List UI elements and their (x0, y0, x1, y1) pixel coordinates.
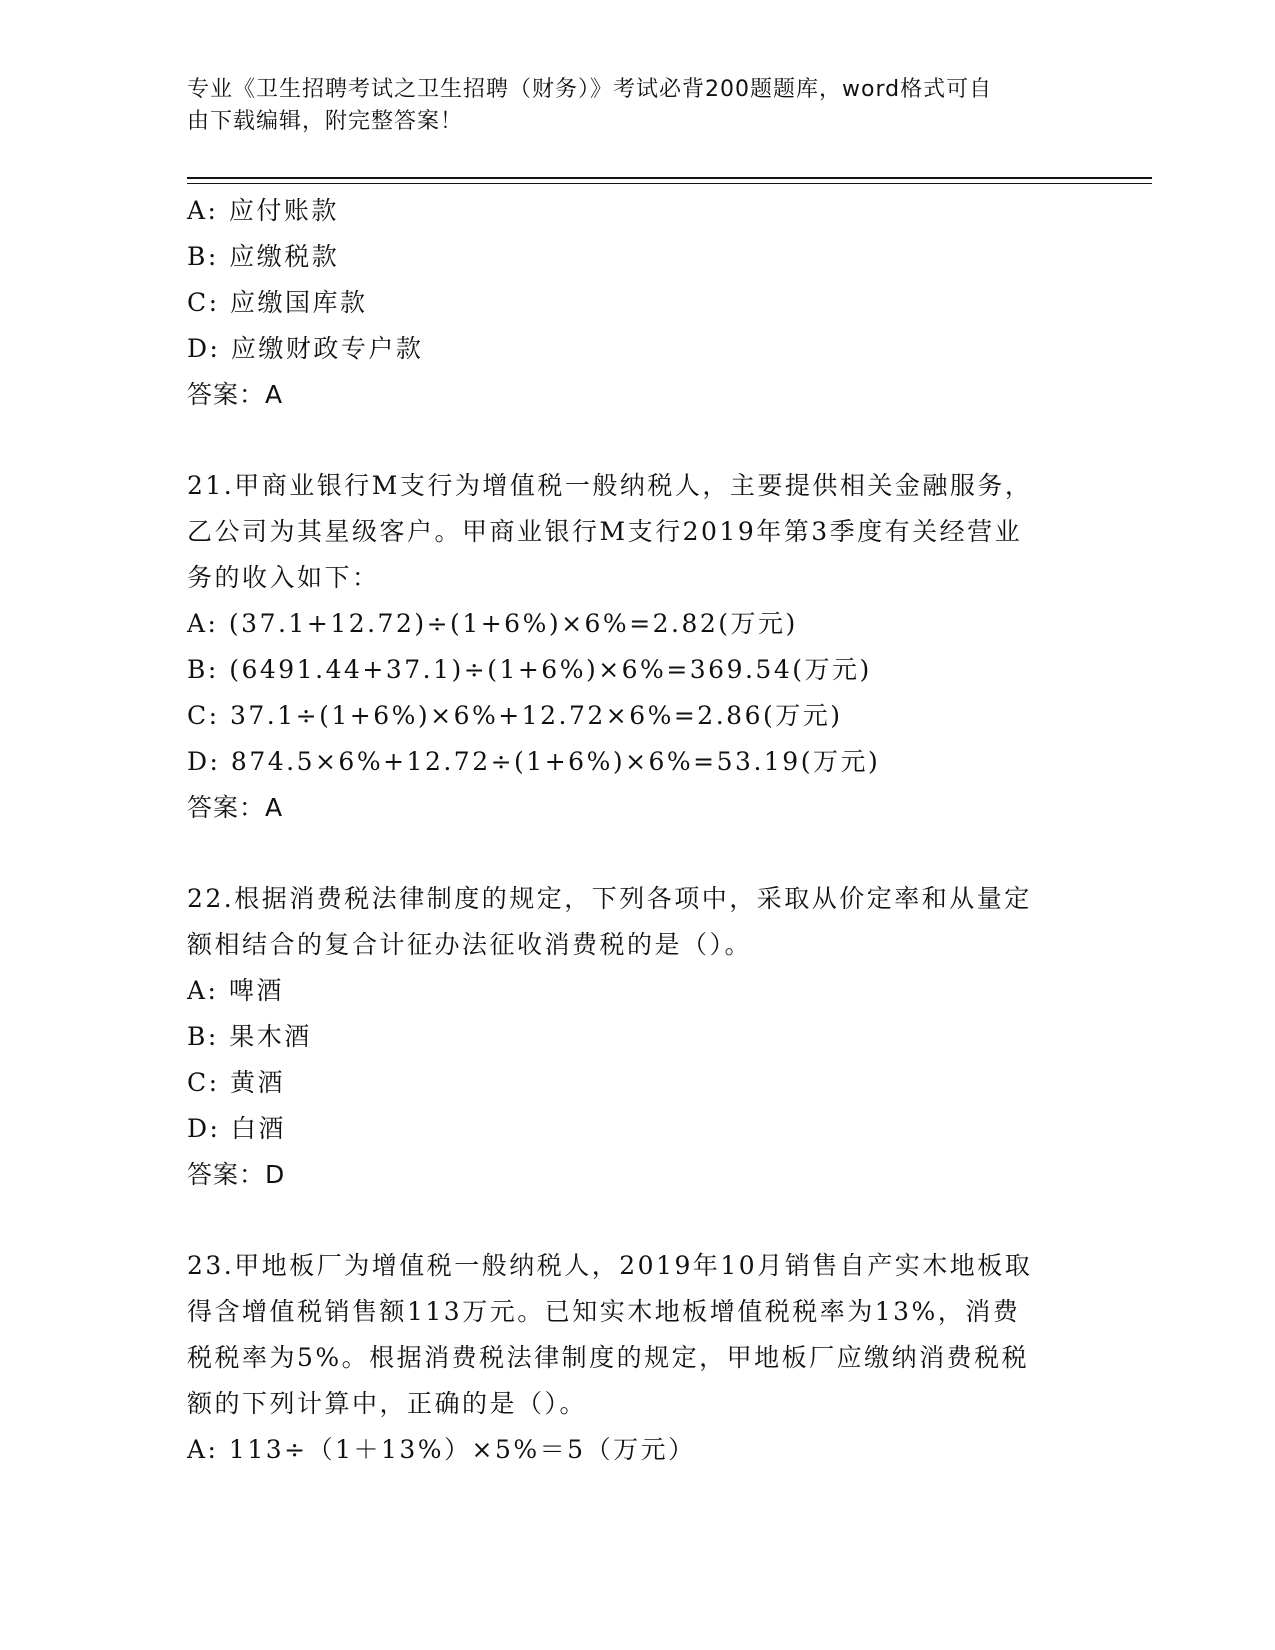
option-b: B: (6491.44+37.1)÷(1+6%)×6%=369.54(万元) (187, 655, 872, 684)
option-c: C: 应缴国库款 (187, 288, 368, 317)
question-20 (187, 188, 1087, 418)
option-c: C: 37.1÷(1+6%)×6%+12.72×6%=2.86(万元) (187, 701, 843, 730)
header-line-2: 由下载编辑，附完整答案！ (187, 109, 464, 134)
option-d: D: 白酒 (187, 1114, 286, 1143)
question-text-line: 额的下列计算中，正确的是（）。 (187, 1389, 588, 1418)
answer: 答案：A (187, 380, 284, 409)
option-a: A: 应付账款 (187, 196, 339, 225)
question-text-line: 税税率为5%。根据消费税法律制度的规定，甲地板厂应缴纳消费税税 (187, 1343, 1030, 1372)
option-a: A: (37.1+12.72)÷(1+6%)×6%=2.82(万元) (187, 609, 798, 638)
question-text-line: 23.甲地板厂为增值税一般纳税人，2019年10月销售自产实木地板取 (187, 1251, 1033, 1280)
question-text-line: 21.甲商业银行M支行为增值税一般纳税人，主要提供相关金融服务， (187, 471, 1033, 500)
question-text-line: 得含增值税销售额113万元。已知实木地板增值税税率为13%，消费 (187, 1297, 1021, 1326)
option-b: B: 果木酒 (187, 1022, 312, 1051)
header-rule-thin (187, 183, 1152, 184)
question-content (187, 188, 1087, 1473)
header-rule-thick (187, 177, 1152, 179)
question-text-line: 22.根据消费税法律制度的规定，下列各项中，采取从价定率和从量定 (187, 884, 1032, 913)
answer: 答案：D (187, 1160, 286, 1189)
question-text-line: 务的收入如下： (187, 563, 380, 592)
option-b: B: 应缴税款 (187, 242, 340, 271)
question-23 (187, 1243, 1087, 1473)
document-header (187, 74, 1067, 138)
answer: 答案：A (187, 793, 284, 822)
option-d: D: 874.5×6%+12.72÷(1+6%)×6%=53.19(万元) (187, 747, 881, 776)
option-d: D: 应缴财政专户款 (187, 334, 424, 363)
header-line-1: 专业《卫生招聘考试之卫生招聘（财务）》考试必背200题题库，word格式可自 (187, 77, 993, 102)
option-a: A: 113÷（1＋13%）×5%＝5（万元） (187, 1435, 696, 1464)
question-22 (187, 876, 1087, 1198)
option-c: C: 黄酒 (187, 1068, 285, 1097)
question-text-line: 额相结合的复合计征办法征收消费税的是（）。 (187, 930, 753, 959)
question-21 (187, 463, 1087, 831)
option-a: A: 啤酒 (187, 976, 284, 1005)
question-text-line: 乙公司为其星级客户。甲商业银行M支行2019年第3季度有关经营业 (187, 517, 1023, 546)
